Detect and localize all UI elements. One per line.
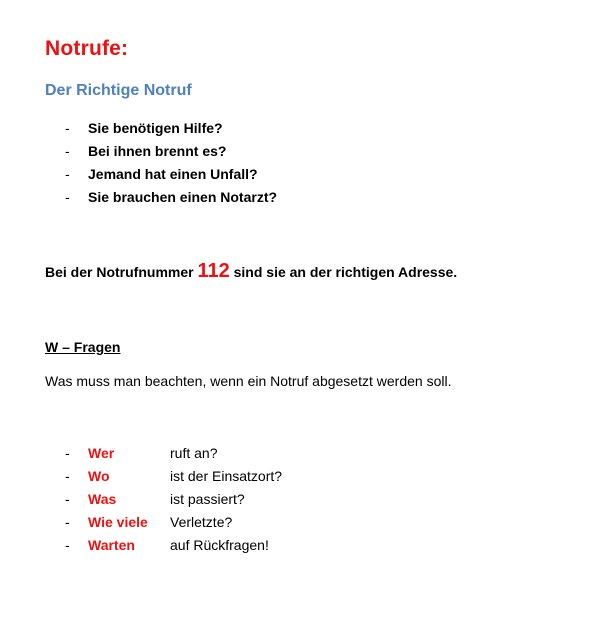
w-description: ruft an? (170, 445, 218, 461)
emergency-text-after: sind sie an der richtigen Adresse. (229, 264, 458, 280)
list-item-text: Bei ihnen brennt es? (88, 143, 227, 159)
w-description: ist der Einsatzort? (170, 468, 283, 484)
emergency-number: 112 (197, 260, 230, 282)
bullet-dash: - (65, 166, 70, 182)
list-item-text: Sie benötigen Hilfe? (88, 120, 223, 136)
section-subtitle: Der Richtige Notruf (45, 82, 192, 99)
emergency-number-paragraph (45, 260, 457, 283)
w-word: Was (88, 491, 117, 507)
w-word: Wie viele (88, 514, 148, 530)
bullet-dash: - (65, 491, 70, 507)
list-item-text: Jemand hat einen Unfall? (88, 166, 258, 182)
w-description: Verletzte? (170, 514, 233, 530)
bullet-dash: - (65, 120, 70, 136)
bullet-dash: - (65, 189, 70, 205)
bullet-dash: - (65, 143, 70, 159)
emergency-text-before: Bei der Notrufnummer (45, 264, 198, 280)
list-item-text: Sie brauchen einen Notarzt? (88, 189, 278, 205)
w-description: auf Rückfragen! (170, 537, 269, 553)
w-questions-heading: W – Fragen (45, 339, 121, 355)
w-word: Wo (88, 468, 110, 484)
bullet-dash: - (65, 537, 70, 553)
w-description: ist passiert? (170, 491, 245, 507)
bullet-dash: - (65, 514, 70, 530)
w-questions-intro: Was muss man beachten, wenn ein Notruf abgesetzt werden soll. (45, 373, 452, 389)
w-word: Warten (88, 537, 135, 553)
bullet-dash: - (65, 468, 70, 484)
page-title: Notrufe: (45, 37, 129, 60)
w-word: Wer (88, 445, 115, 461)
bullet-dash: - (65, 445, 70, 461)
